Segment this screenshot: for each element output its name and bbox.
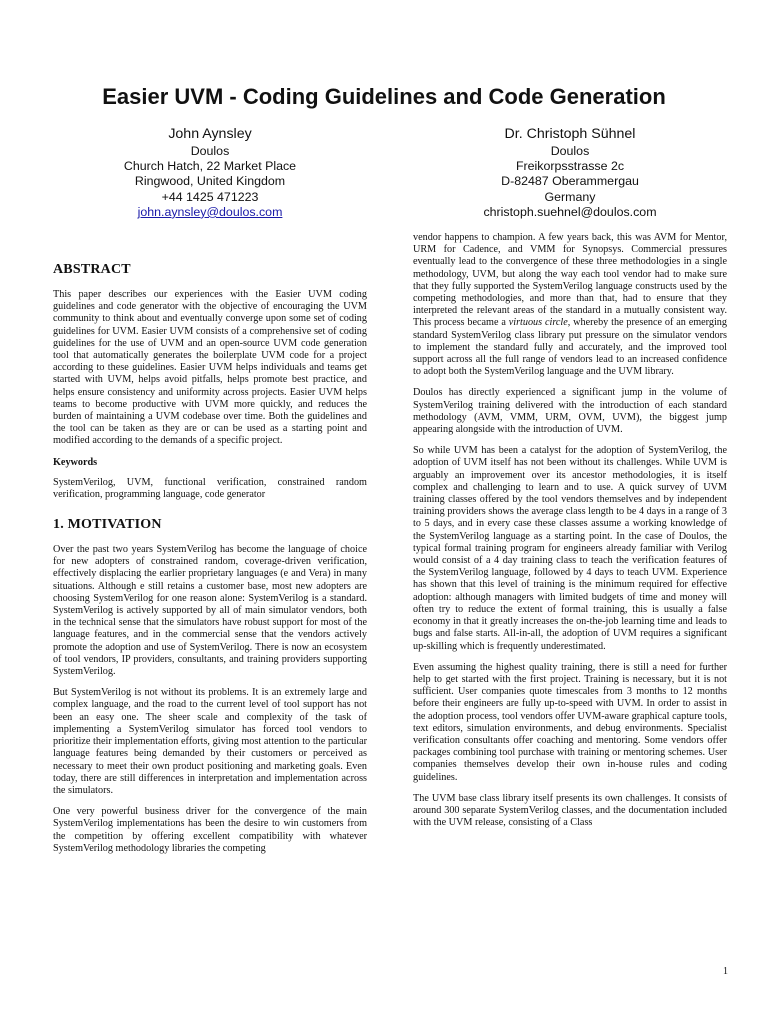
author-email-link[interactable]: john.aynsley@doulos.com [137, 204, 283, 219]
author-address-line: D-82487 Oberammergau [501, 174, 639, 189]
motivation-paragraph: But SystemVerilog is not without its problems. It is an extremely large and complex language, and the road to the current level of tool support has not been an easy one. The sheer scale and complexity of the task of implementing a SystemVerilog simulator has forced tool vendors to prioritize their implementation efforts, giving most attention to the particular language features being demanded by their customers or perceived as necessary to meet their own product positioning and marketing goals. Even today, there are still differences in interpretation and implementation across the simulators. [53, 687, 367, 796]
author-name: John Aynsley [168, 126, 252, 142]
motivation-paragraph: Over the past two years SystemVerilog has become the language of choice for new adopters of constrained random, coverage-driven verification, effectively displacing the earlier proprietary languages (e and Vera) in many situations. Although e still retains a customer base, most new adopters are choosing SystemVerilog for one reason alone: SystemVerilog is a standard. SystemVerilog is actively supported by all of main simulator vendors, both in the technical sense that the simulators have robust support for most of the language features, and in the commercial sense that the vendors actively promote the adoption and use of SystemVerilog. There is now an ecosystem of tool vendors, IP providers, consultants, and training providers supporting SystemVerilog. [53, 544, 367, 678]
author-address-line: Church Hatch, 22 Market Place [123, 159, 297, 174]
body-paragraph: Doulos has directly experienced a significant jump in the volume of SystemVerilog training delivered with the introduction of each standard methodology (AVM, VMM, URM, OVM, UVM), the biggest jump appearing alongside with the introduction of UVM. [413, 387, 727, 436]
abstract-text: This paper describes our experiences with the Easier UVM coding guidelines and code generator with the objective of encouraging the UVM community to think about and eventually converge upon some set of coding guidelines for UVM. Easier UVM consists of a comprehensive set of coding guidelines for the use of UVM and an open-source UVM code generation tool that automatically generates the boilerplate UVM code for a project according to these guidelines. Easier UVM helps individuals and teams get started with UVM, helps avoid pitfalls, helps promote best practice, and helps ensure consistency and uniformity across projects. Easier UVM helps teams to become productive with UVM more quickly, and reduces the burden of maintaining a UVM codebase over time. Both the guidelines and the tool can be taken as they are or can be used as a starting point and modified according to the demands of a specific project. [53, 289, 367, 447]
body-paragraph: Even assuming the highest quality training, there is still a need for further help to get started with the first project. Training is necessary, but it is not sufficient. User companies quote timescales from 3 months to 12 months before their engineers are fully up-to-speed with UVM. In order to assist in the adoption process, tool vendors offer UVM-aware graphical capture tools, text editors, simulation environments, and debug environments. Specialist verification consultants offer coaching and mentoring. Some vendors offer packages combining tool purchase with training or mentoring schemes. User companies themselves develop their own in-house rules and coding guidelines. [413, 661, 727, 783]
emphasis-virtuous-circle: virtuous circle [508, 317, 568, 329]
author-org: Doulos [190, 144, 230, 158]
body-paragraph: The UVM base class library itself presents its own challenges. It consists of around 300 separate SystemVerilog classes, and the documentation included with the UVM release, consisting of a Class [413, 792, 727, 829]
left-column [53, 262, 367, 864]
author-block-1 [60, 124, 360, 220]
author-address-line: Freikorpsstrasse 2c [515, 159, 625, 174]
author-country: Germany [544, 189, 596, 204]
author-address-line: Ringwood, United Kingdom [134, 174, 286, 189]
page-number: 1 [723, 966, 728, 977]
author-email: christoph.suehnel@doulos.com [483, 204, 657, 219]
author-block-2 [420, 124, 720, 220]
right-column [413, 232, 727, 838]
author-name: Dr. Christoph Sühnel [504, 126, 636, 142]
motivation-heading: 1. MOTIVATION [53, 517, 162, 533]
author-phone: +44 1425 471223 [161, 189, 259, 204]
keywords-text: SystemVerilog, UVM, functional verification, constrained random verification, programming language, code generator [53, 476, 367, 500]
abstract-heading: ABSTRACT [53, 262, 131, 277]
motivation-paragraph: One very powerful business driver for the convergence of the main SystemVerilog implementations has been the desire to win customers from the competition by offering excellent compatibility with whatever SystemVerilog methodology libraries the competing [53, 806, 367, 854]
keywords-heading: Keywords [53, 456, 98, 468]
author-org: Doulos [550, 144, 590, 158]
body-paragraph: vendor happens to champion. A few years back, this was AVM for Mentor, URM for Cadence, and VMM for Synopsys. Commercial pressures eventually lead to the convergence of these three methodologies in a single methodology, UVM, but along the way each tool vendor had to make sure that they fully supported the SystemVerilog language constructs used by the competing methodologies, and more than that, had to ensure that they interpreted the relevant areas of the standard in a mutually consistent way. This process became a virtuous circle, whereby the presence of an emerging standard SystemVerilog class library put pressure on the simulator vendors to implement the standard fully and accurately, and the improved tool support across all the full range of vendors lead to an increased confidence to adopt both the SystemVerilog language and the UVM library. [413, 232, 727, 378]
body-paragraph: So while UVM has been a catalyst for the adoption of SystemVerilog, the adoption of UVM itself has not been without its challenges. While UVM is arguably an improvement over its ancestor methodologies, it is itself complex and challenging to learn and to use. A quick survey of UVM training classes offered by the tool vendors themselves and by independent training providers shows the average class length to be 4 days in a range of 3 to 5 days, and in every case these classes assume a working knowledge of the SystemVerilog language as a starting point. In the case of Doulos, the typical formal training program for engineers already familiar with Verilog would consist of a 4 day training class to teach the verification features of the SystemVerilog language, followed by 4 days to teach UVM. Experience has shown that this level of training is the minimum required for effective adoption: although managers with limited budgets of time and money will often try to reduce the extent of formal training, this is usually a false economy in that it greatly increases the on-the-job learning time and leads to bugs and false starts. All-in-all, the adoption of UVM requires a significant up-skilling which is frequently underestimated. [413, 445, 727, 652]
paper-title: Easier UVM - Coding Guidelines and Code Generation [102, 84, 666, 109]
